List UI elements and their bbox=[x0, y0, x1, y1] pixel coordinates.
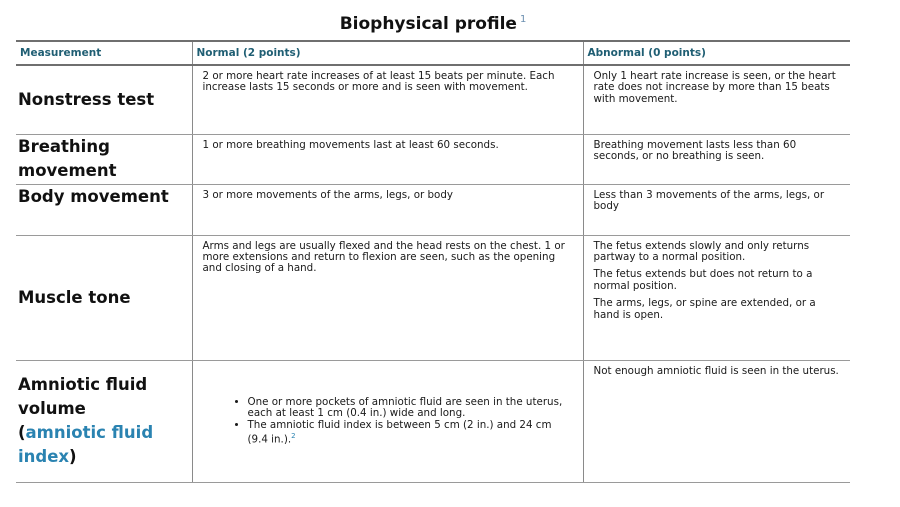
table-row bbox=[16, 184, 850, 235]
table-title bbox=[0, 14, 866, 34]
table-row bbox=[16, 65, 850, 134]
list-item: • One or more pockets of amniotic fluid are seen in the uterus, each at least 1 cm (0.4 in.) wide and long. bbox=[248, 397, 575, 420]
measurement-cell: Muscle tone bbox=[16, 235, 192, 360]
measurement-cell: Nonstress test bbox=[16, 65, 192, 134]
list-item-text: The amniotic fluid index is between 5 cm (2 in.) and 24 cm (9.4 in.). bbox=[247, 418, 552, 446]
abnormal-paragraph: The fetus extends but does not return to a normal position. bbox=[593, 268, 813, 292]
header-normal: Normal (2 points) bbox=[192, 41, 583, 65]
footnote-link[interactable]: 2 bbox=[291, 432, 296, 441]
normal-cell: Arms and legs are usually flexed and the head rests on the chest. 1 or more extensions and return to flexion are seen, such as the opening and closing of a hand. bbox=[192, 235, 583, 360]
measurement-cell: Breathing movement bbox=[16, 134, 192, 184]
abnormal-cell bbox=[583, 235, 850, 360]
header-abnormal: Abnormal (0 points) bbox=[583, 41, 850, 65]
header-measurement: Measurement bbox=[16, 41, 192, 65]
title-footnote-link[interactable]: 1 bbox=[519, 14, 527, 26]
normal-cell bbox=[192, 360, 583, 482]
normal-cell: 3 or more movements of the arms, legs, or body bbox=[192, 184, 583, 235]
normal-cell: 1 or more breathing movements last at least 60 seconds. bbox=[192, 134, 583, 184]
table-row bbox=[16, 360, 850, 482]
table-row bbox=[16, 235, 850, 360]
amniotic-fluid-index-link[interactable]: amniotic fluid index bbox=[18, 423, 154, 466]
header-row bbox=[16, 41, 850, 65]
abnormal-paragraph: The arms, legs, or spine are extended, or a hand is open. bbox=[593, 297, 816, 321]
biophysical-profile-table bbox=[16, 40, 850, 483]
abnormal-cell: Breathing movement lasts less than 60 seconds, or no breathing is seen. bbox=[583, 134, 850, 184]
measurement-cell: Amniotic fluid volume (amniotic fluid index) bbox=[16, 360, 192, 482]
measurement-label: Amniotic fluid volume bbox=[18, 375, 148, 418]
abnormal-paragraph: The fetus extends slowly and only returns partway to a normal position. bbox=[593, 239, 810, 263]
measurement-cell: Body movement bbox=[16, 184, 192, 235]
abnormal-cell: Not enough amniotic fluid is seen in the uterus. bbox=[583, 360, 850, 482]
title-text: Biophysical profile bbox=[339, 14, 517, 34]
normal-cell: 2 or more heart rate increases of at least 15 beats per minute. Each increase lasts 15 seconds or more and is seen with movement. bbox=[192, 65, 583, 134]
table-row bbox=[16, 134, 850, 184]
normal-bullet-list bbox=[203, 397, 575, 446]
abnormal-cell: Less than 3 movements of the arms, legs, or body bbox=[583, 184, 850, 235]
abnormal-cell: Only 1 heart rate increase is seen, or the heart rate does not increase by more than 15 beats with movement. bbox=[583, 65, 850, 134]
list-item bbox=[248, 420, 575, 446]
